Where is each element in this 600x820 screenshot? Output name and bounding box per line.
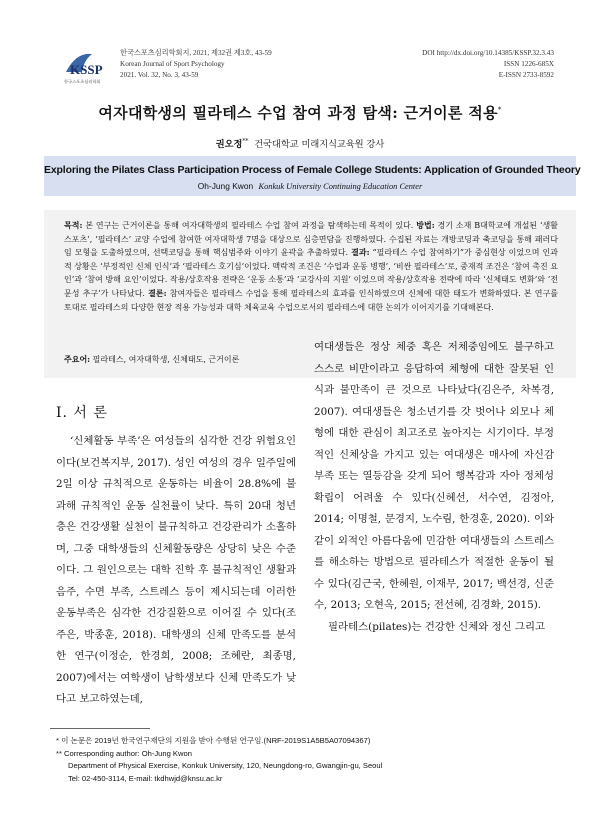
english-title: Exploring the Pilates Class Participation Process of Female College Students: Application of Grounded Theory	[44, 164, 581, 176]
paper-title: 여자대학생의 필라테스 수업 참여 과정 탐색: 근거이론 적용*	[98, 104, 502, 122]
footnotes	[56, 735, 576, 785]
author-name: 권오정	[215, 139, 243, 150]
abstract-results-label: 결과:	[351, 247, 370, 258]
body-paragraph: ‘신체활동 부족’은 여성들의 심각한 건강 위험요인이다(보건복지부, 2017). 성인 여성의 경우 일주일에 2일 이상 규칙적으로 운동하는 비율이 28.8%에 불과해 규칙적인 운동 실천률이 낮다. 특히 20대 청년층은 건강생활 실천이 불규칙하고 건강관리가 소홀하며, 그중 대학생들의 신체활동량은 상당히 낮은 수준이다. 그 원인으로는 대학 진학 후 불규칙적인 생활과 음주, 수면 부족, 스트레스 등이 제시되는데 이러한 운동부족은 심각한 건강질환으로 이어질 수 있다(조주은, 박종훈, 2018). 대학생의 신체 만족도를 분석한 연구(이정순, 한경희, 2008; 조혜란, 최종명, 2007)에서는 여학생이 남학생보다 신체 만족도가 낮다고 보고하였는데,	[56, 435, 296, 705]
author-affiliation: 건국대학교 미래지식교육원 강사	[254, 139, 385, 150]
keywords-list: 필라테스, 여자대학생, 신체태도, 근거이론	[90, 355, 240, 364]
journal-identifiers	[422, 48, 554, 81]
body-paragraph: 여대생들은 정상 체중 혹은 저체중임에도 불구하고 스스로 비만이라고 응답하여 체형에 대한 잘못된 인식과 불만족이 큰 것으로 나타났다(김은주, 차복경, 2007). 여대생들은 청소년기를 갓 벗어나 외모나 체형에 대한 관심이 최고조로 높아지는 시기이다. 부정적인 신체상을 가지고 있는 여대생은 매사에 자신감 부족 또는 열등감을 갖게 되어 행복감과 자아 정체성 확립이 어려울 수 있다(신혜선, 서수연, 김정아, 2014; 이명철, 문경지, 노수림, 한경훈, 2020). 이와 같이 외적인 아름다움에 민감한 여대생들의 스트레스를 해소하는 방법으로 필라테스가 적절한 운동이 될 수 있다(김근국, 한혜원, 이재무, 2017; 백선경, 신준수, 2013; 오현옥, 2015; 전선혜, 김경화, 2015).	[314, 341, 554, 611]
abstract-purpose-label: 목적:	[64, 220, 83, 230]
body-left-column	[56, 431, 296, 711]
footnote-contact[interactable]: Tel: 02-450-3114, E-mail: tkdhwjd@knsu.ac.kr	[68, 773, 223, 783]
abstract-purpose: 본 연구는 근거이론을 통해 여자대학생의 필라테스 수업 참여 과정을 탐색하는데 목적이 있다.	[82, 221, 417, 230]
keywords-label: 주요어:	[64, 354, 91, 364]
abstract-method-label: 방법:	[416, 220, 435, 230]
eissn: E-ISSN 2733-8592	[498, 71, 554, 79]
journal-info	[120, 48, 272, 81]
english-author-line	[44, 181, 576, 191]
footnote-funding: * 이 논문은 2019년 한국연구재단의 지원을 받아 수행된 연구임.(NRF-2019S1A5B5A07094367)	[56, 736, 371, 745]
english-author-name: Oh-Jung Kwon	[197, 181, 254, 191]
section-heading: Ⅰ. 서 론	[56, 405, 108, 421]
body-right-column	[314, 337, 554, 638]
logo-text: KSSP	[70, 62, 103, 77]
abstract-method: 경기 소재 B대학교에 개설된 ‘생활 스포츠’, ‘필라테스’ 교양 수업에 참여한 여자대학생 7명을 대상으로 심층면담을 진행하였다. 수집된 자료는 개방코딩과 축코딩을 통해 패러다임 모형을 도출하였으며, 선택코딩을 통해 핵심범주와 이야기 윤곽을 추출하였다.	[64, 221, 559, 258]
english-affiliation: Konkuk University Continuing Education Center	[258, 182, 423, 191]
author-footnote-mark: **	[242, 137, 249, 145]
abstract-results: “필라테스 수업 참여하기”가 중심현상 이었으며 인과적 상황은 ‘부정적인 신체 인식’과 ‘필라테스 호기심’이었다. 맥락적 조건은 ‘수업과 운동 병행’, ‘비싼 필라테스’로, 중재적 조건은 ‘참여 촉진 요인’과 ‘참여 방해 요인’이었다. 작용/상호작용 전략은 ‘운동 소통’과 ‘교강사의 지원’ 이었으며 작용/상호작용 전략에 따라 ‘신체태도 변화’와 ‘전문성 추구’가 나타났다.	[64, 248, 558, 298]
title-footnote-mark: *	[497, 106, 502, 114]
journal-line-english: Korean Journal of Sport Psychology	[120, 60, 225, 68]
doi[interactable]: DOI http://dx.doi.org/10.14385/KSSP.32.3.43	[422, 49, 554, 57]
body-paragraph: 필라테스(pilates)는 건강한 신체와 정신 그리고	[328, 620, 546, 633]
journal-logo	[62, 46, 114, 86]
abstract-conclusion-label: 결론:	[148, 287, 167, 298]
kssp-logo-icon	[62, 46, 114, 86]
abstract-conclusion: 참여자들은 필라테스 수업을 통해 필라테스의 효과를 인식하였으며 신체에 대한 태도가 변화하였다. 본 연구를 토대로 필라테스의 다양한 현장 적용 가능성과 대학 체육교육 수업으로서의 필라테스에 대한 논의가 이어지기를 기대해본다.	[64, 288, 558, 312]
author-line	[0, 136, 600, 150]
journal-line-volume: 2021. Vol. 32, No. 3, 43-59	[120, 71, 199, 79]
issn: ISSN 1226-685X	[503, 60, 554, 68]
abstract	[64, 219, 558, 314]
footnote-address: Department of Physical Exercise, Konkuk University, 120, Neungdong-ro, Gwangjin-gu, Seoul	[68, 761, 383, 770]
footnote-corresponding: ** Corresponding author: Oh-Jung Kwon	[56, 748, 192, 758]
journal-line-korean: 한국스포츠심리학회지, 2021, 제32권 제3호, 43-59	[120, 49, 272, 57]
logo-subtext: 한국스포츠심리학회	[64, 79, 101, 84]
footnote-divider	[50, 728, 150, 729]
